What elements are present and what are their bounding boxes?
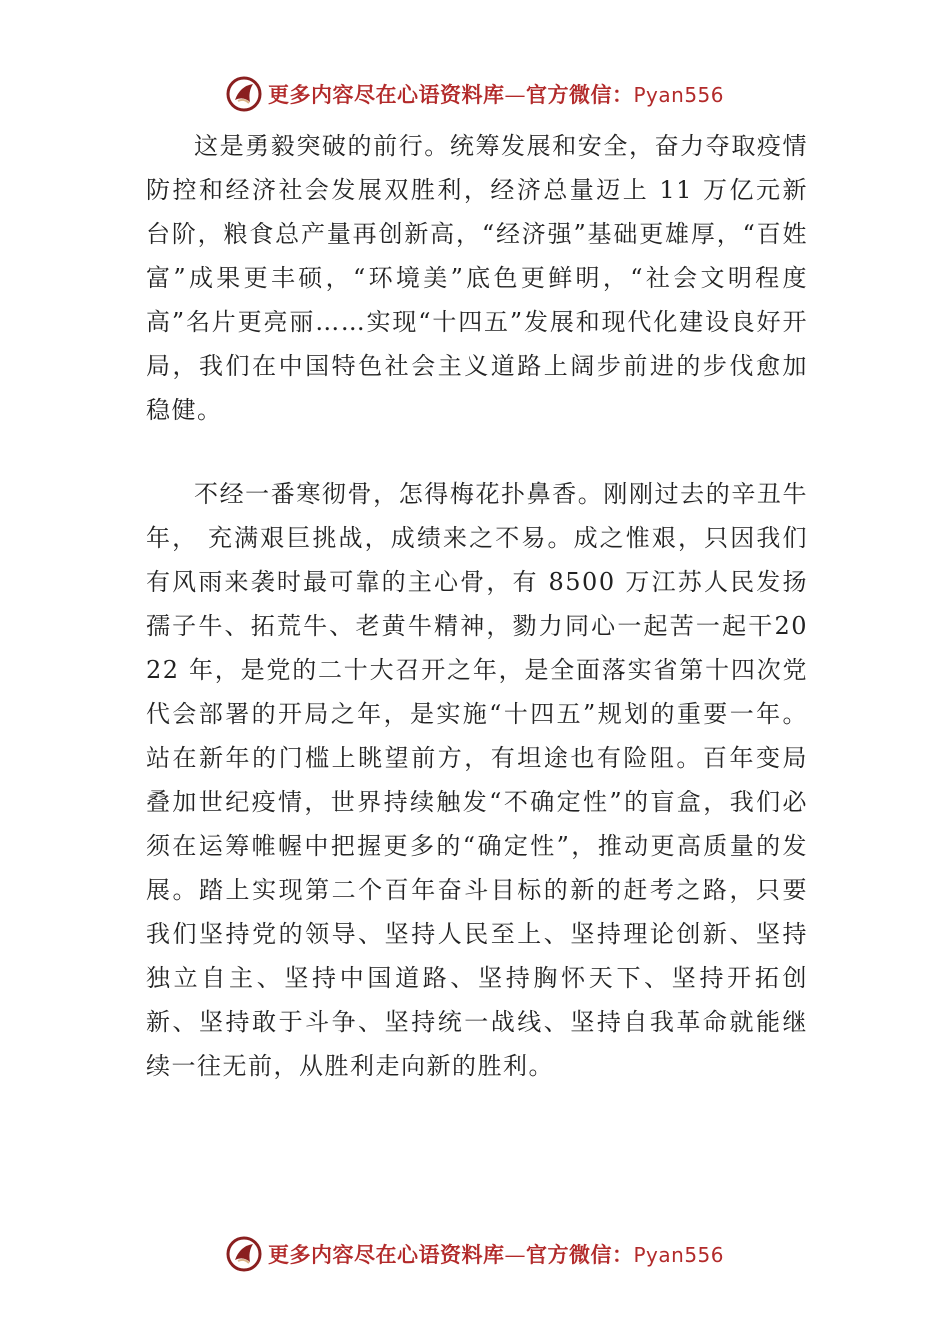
banner-text bbox=[268, 79, 724, 109]
banner-label: 官方微信： bbox=[525, 1242, 634, 1267]
wechat-id: Pyan556 bbox=[633, 1243, 724, 1267]
banner-title: 更多内容尽在心语资料库 bbox=[267, 1242, 505, 1267]
header-banner bbox=[0, 72, 950, 116]
document-body bbox=[146, 124, 808, 1088]
banner-label: 官方微信： bbox=[525, 82, 634, 107]
wechat-id: Pyan556 bbox=[633, 83, 724, 107]
banner-title: 更多内容尽在心语资料库 bbox=[267, 82, 505, 107]
banner-text bbox=[268, 1239, 724, 1269]
paragraph-1: 这是勇毅突破的前行。统筹发展和安全，奋力夺取疫情防控和经济社会发展双胜利，经济总量迈上 11 万亿元新台阶，粮食总产量再创新高，“经济强”基础更雄厚，“百姓富”成果更丰硕，“环境美”底色更鲜明，“社会文明程度高”名片更亮丽……实现“十四五”发展和现代化建设良好开局，我们在中国特色社会主义道路上阔步前进的步伐愈加稳健。 bbox=[146, 132, 808, 424]
banner-separator: — bbox=[504, 83, 526, 107]
reader-logo-icon bbox=[226, 1236, 262, 1272]
footer-banner bbox=[0, 1232, 950, 1276]
reader-logo-icon bbox=[226, 76, 262, 112]
paragraph-2: 不经一番寒彻骨，怎得梅花扑鼻香。刚刚过去的辛丑牛年， 充满艰巨挑战，成绩来之不易。成之惟艰，只因我们有风雨来袭时最可靠的主心骨，有 8500 万江苏人民发扬孺子牛、拓荒牛、老黄牛精神，勠力同心一起苦一起干2022 年，是党的二十大召开之年，是全面落实省第十四次党代会部署的开局之年，是实施“十四五”规划的重要一年。站在新年的门槛上眺望前方，有坦途也有险阻。百年变局叠加世纪疫情，世界持续触发“不确定性”的盲盒，我们必须在运筹帷幄中把握更多的“确定性”，推动更高质量的发展。踏上实现第二个百年奋斗目标的新的赶考之路，只要我们坚持党的领导、坚持人民至上、坚持理论创新、坚持独立自主、坚持中国道路、坚持胸怀天下、坚持开拓创新、坚持敢于斗争、坚持统一战线、坚持自我革命就能继续一往无前，从胜利走向新的胜利。 bbox=[146, 480, 808, 1080]
banner-separator: — bbox=[504, 1243, 526, 1267]
